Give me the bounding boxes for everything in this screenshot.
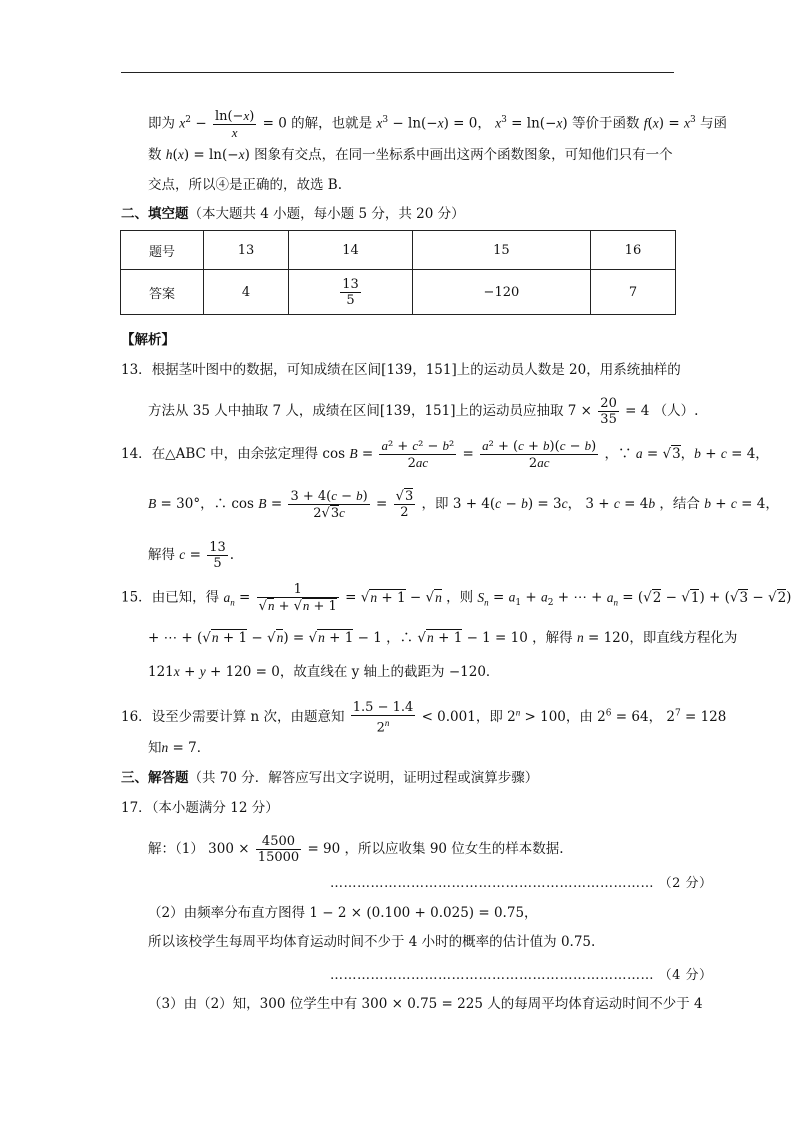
fraction: $\frac{20}{35}$ (600, 396, 617, 427)
fraction: $\frac{\text{a² + c² − b²}}{2ac}$ (381, 438, 455, 471)
table-cell: 15 (412, 231, 590, 270)
text-line: 解得 c = $\frac{13}{5}$ . (148, 540, 235, 571)
text-line: （3）由（2）知，300 位学生中有 300 × 0.75 = 225 人的每周平均体育运动时间不少于 4 (148, 996, 703, 1012)
section-heading: 三、解答题（共 70 分．解答应写出文字说明，证明过程或演算步骤） (121, 770, 539, 786)
table-cell: 7 (590, 270, 675, 315)
text-line: 15．由已知，得 $a_n$ = $\frac{1}{√n + √n + 1}$ = √n + 1 − √n ，则 $S_n = a_1 + a_2$ + ⋯ + $a_n = (√2 - √1) + (√3 - √2)$ (121, 582, 792, 614)
text-line: 17．（本小题满分 12 分） (121, 800, 279, 816)
fraction: $\frac{3 + 4(c - b)}{2√3c}$ (290, 488, 368, 521)
text-line: 解：（1） 300 × $\frac{4500}{15000}$ = 90 ，所以应收集 90 位女生的样本数据. (148, 834, 564, 865)
score-leader: ……………………………………………………………… （4 分） (330, 968, 713, 983)
table-row (121, 270, 676, 315)
text-line: B = 30°，∴ cos B = $\frac{3 + 4(c - b)}{2√3c}$ = $\frac{√3}{2}$ ，即 3 + 4(c − b) = 3c， 3 + c = 4b ，结合 b + c = 4， (148, 488, 779, 521)
text-line: 数 h(x) = ln(−x) 图象有交点，在同一坐标系中画出这两个函数图象，可知他们只有一个 (148, 147, 673, 163)
fraction: $\frac{√3}{2}$ (395, 489, 414, 520)
fraction: $\frac{\ln(-x)}{x}$ (214, 108, 255, 140)
text-line: 方法从 35 人中抽取 7 人，成绩在区间[139，151]上的运动员应抽取 7 × $\frac{20}{35}$ = 4 （人）. (148, 396, 699, 427)
table-cell: 16 (590, 231, 675, 270)
text-line: 13．根据茎叶图中的数据，可知成绩在区间[139，151]上的运动员人数是 20，用系统抽样的 (121, 362, 681, 378)
fraction: $\frac{4500}{15000}$ (257, 834, 300, 865)
text-line: （2）由频率分布直方图得 1 − 2 × (0.100 + 0.025) = 0.75， (148, 905, 538, 921)
text-line: 121x + y + 120 = 0，故直线在 y 轴上的截距为 −120． (148, 664, 500, 680)
text-line: 16．设至少需要计算 n 次，由题意知 $\frac{1.5 - 1.4}{2^n}$ < 0.001，即 $2^n > 100$，由 $2^6 = 64$， $2^7 = 128$ (121, 700, 727, 736)
table-cell: −120 (412, 270, 590, 315)
table-row (121, 231, 676, 270)
answer-table (120, 230, 676, 315)
text-line: 14．在△ABC 中，由余弦定理得 cos B = $\frac{\text{a² + c² − b²}}{2ac}$ = $\frac{\text{a² + (c + b)(c − b)}}{2ac}$ ，∵ a = √3，b + c = 4， (121, 438, 769, 471)
fraction: $\frac{13}{5}$ (209, 540, 226, 571)
table-cell: 13 (204, 231, 289, 270)
text-line: 交点，所以④是正确的，故选 B. (148, 177, 343, 193)
text-line: 所以该校学生每周平均体育运动时间不少于 4 小时的概率的估计值为 0.75. (148, 934, 596, 950)
table-cell: 题号 (121, 231, 204, 270)
text-line: 即为 $x^2$ − $\frac{\ln(-x)}{x}$ = 0 的解，也就是 $x^3 - \ln(-x) = 0$， $x^3 = \ln(-x)$ 等价于函数 $f(x) = x^3$ 与函 (148, 108, 727, 140)
fraction: $\frac{13}{5}$ (342, 276, 359, 308)
table-cell: 答案 (121, 270, 204, 315)
fraction: $\frac{\text{a² + (c + b)(c − b)}}{2ac}$ (482, 438, 597, 471)
text-line: + ⋯ + (√n + 1 − √n) = √n + 1 − 1 ，∴ √n + 1 − 1 = 10 ，解得 n = 120，即直线方程化为 (148, 630, 738, 646)
fraction: $\frac{1}{√n + √n + 1}$ (258, 582, 337, 614)
table-cell: 14 (289, 231, 413, 270)
fraction: $\frac{1.5 - 1.4}{2^n}$ (352, 700, 414, 736)
header-rule (121, 72, 674, 73)
table-cell: 4 (204, 270, 289, 315)
table-cell (289, 270, 413, 315)
section-heading: 二、填空题（本大题共 4 小题，每小题 5 分，共 20 分） (121, 206, 465, 222)
text-line: 知n = 7． (148, 740, 211, 756)
analysis-heading: 【解析】 (121, 332, 175, 348)
score-leader: ……………………………………………………………… （2 分） (330, 876, 713, 891)
